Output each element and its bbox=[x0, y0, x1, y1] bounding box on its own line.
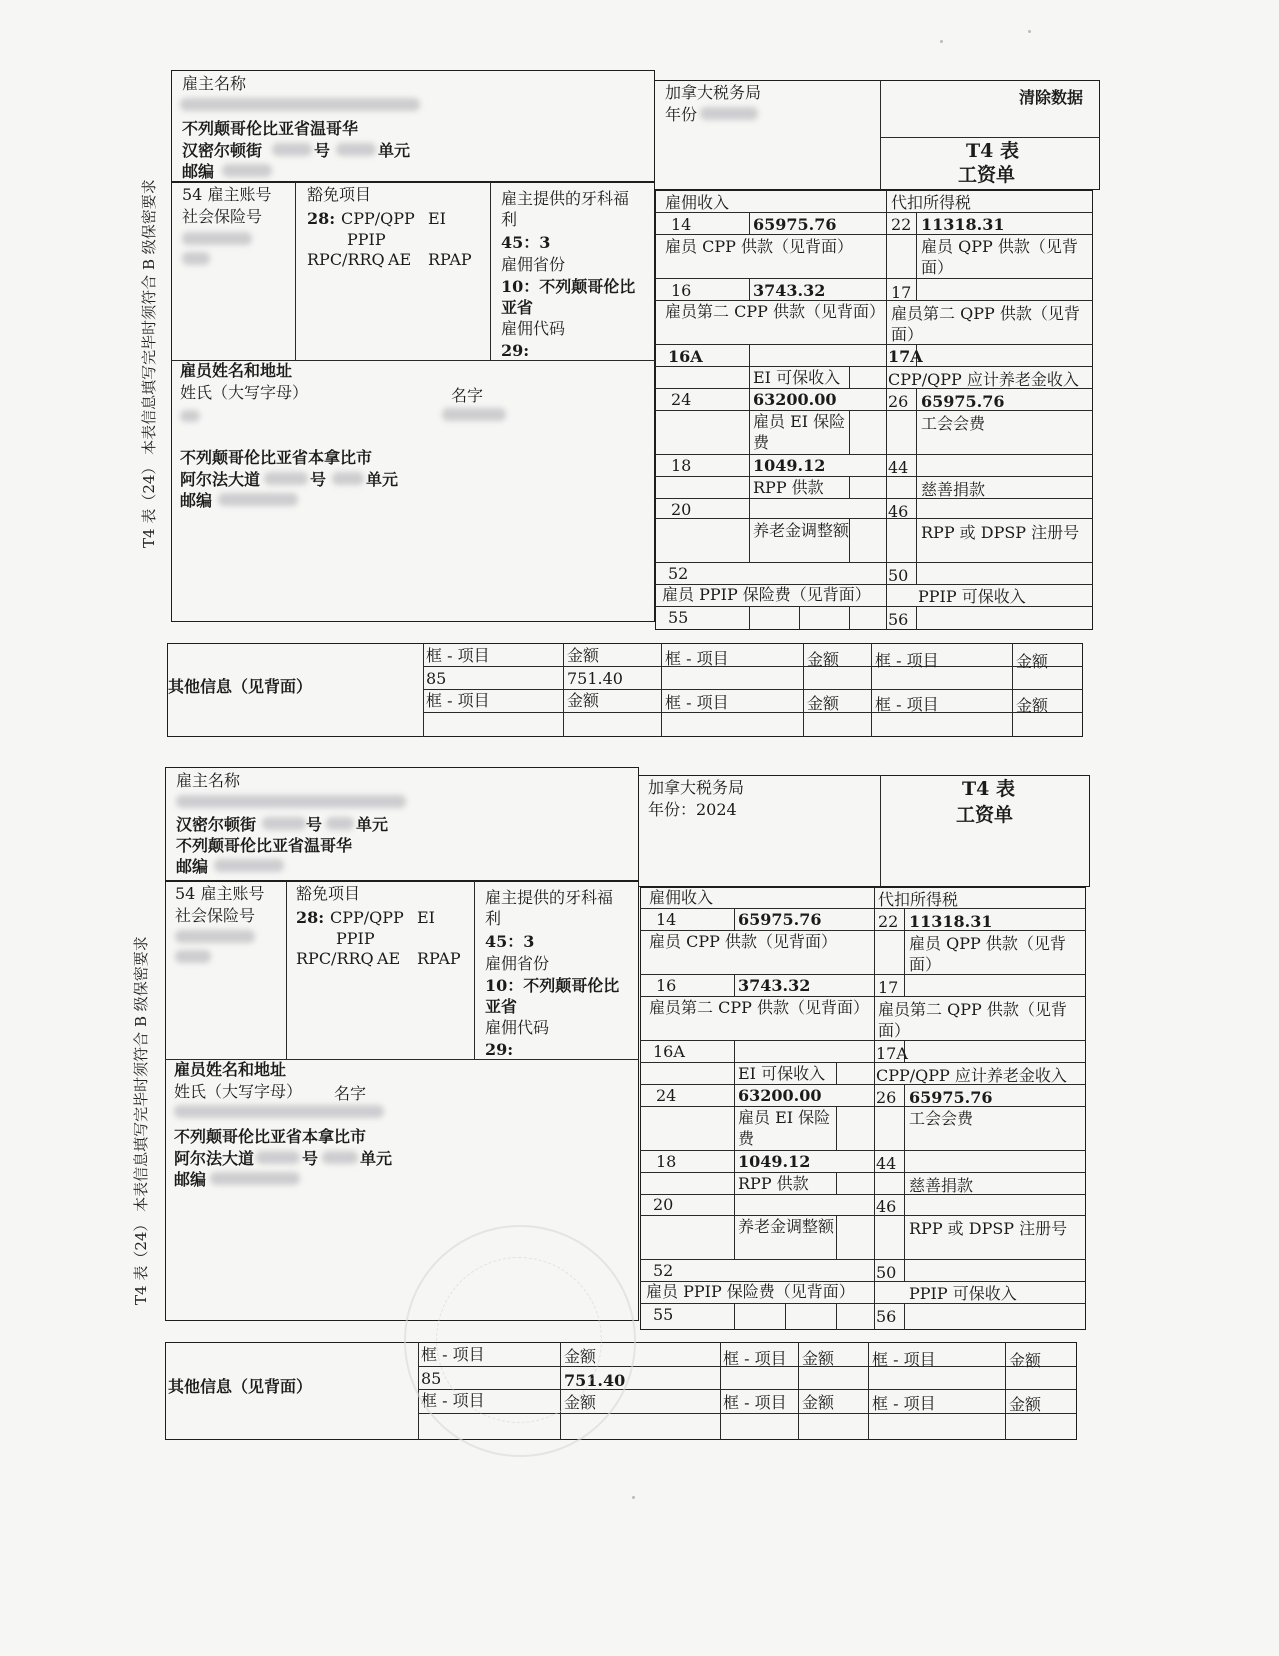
employee-street: 阿尔法大道 bbox=[174, 1149, 255, 1168]
redacted bbox=[175, 950, 211, 963]
charity-label: 慈善捐款 bbox=[921, 480, 986, 499]
pension-adjustment-label: 养老金调整额 bbox=[738, 1217, 835, 1236]
amount-header: 金额 bbox=[802, 1393, 835, 1412]
divider bbox=[640, 1215, 1086, 1216]
qpp2-label: 雇员第二 QPP 供款（见背面） bbox=[878, 1000, 1067, 1040]
cpp-label: 雇员 CPP 供款（见背面） bbox=[649, 932, 837, 951]
divider bbox=[749, 606, 750, 630]
box46: 46 bbox=[876, 1197, 897, 1216]
exempt-ei: EI bbox=[428, 209, 446, 228]
code-label: 雇佣代码 bbox=[501, 319, 566, 338]
divider bbox=[904, 1215, 905, 1281]
redacted bbox=[332, 472, 364, 485]
value-16: 3743.32 bbox=[738, 976, 811, 995]
exempt-cpp: CPP/QPP bbox=[341, 209, 415, 228]
ppip-insurable-label: PPIP 可保收入 bbox=[918, 587, 1026, 606]
exempt-label: 豁免项目 bbox=[307, 185, 372, 204]
divider bbox=[916, 410, 917, 476]
box52: 52 bbox=[668, 564, 689, 583]
pension-label: CPP/QPP 应计养老金收入 bbox=[876, 1066, 1067, 1085]
t4-slip-2 bbox=[0, 735, 1279, 1535]
divider bbox=[640, 1194, 1086, 1195]
redacted bbox=[174, 1105, 384, 1118]
value-24: 63200.00 bbox=[753, 390, 837, 409]
amount-header: 金额 bbox=[1009, 1351, 1042, 1370]
divider bbox=[836, 1172, 837, 1194]
box26: 26 bbox=[876, 1088, 897, 1107]
divider bbox=[916, 388, 917, 410]
divider bbox=[880, 137, 1100, 138]
divider bbox=[803, 643, 804, 737]
box55: 55 bbox=[668, 608, 689, 627]
divider bbox=[785, 1303, 786, 1330]
divider bbox=[871, 643, 872, 737]
cpp2-label: 雇员第二 CPP 供款（见背面） bbox=[665, 302, 885, 321]
given-label: 名字 bbox=[451, 386, 484, 405]
value-14: 65975.76 bbox=[738, 910, 822, 929]
employer-street: 汉密尔顿街 bbox=[176, 815, 257, 834]
union-label: 工会会费 bbox=[909, 1109, 974, 1128]
employer-name-label: 雇主名称 bbox=[176, 771, 241, 790]
divider bbox=[836, 1303, 837, 1330]
form-title: T4 表 bbox=[966, 140, 1019, 162]
employer-name-label: 雇主名称 bbox=[182, 74, 247, 93]
divider bbox=[749, 518, 750, 562]
redacted-year bbox=[700, 107, 758, 120]
value-16: 3743.32 bbox=[753, 281, 826, 300]
divider bbox=[1005, 1342, 1006, 1440]
employee-no: 号 bbox=[310, 470, 327, 489]
ppip-premium-label: 雇员 PPIP 保险费（见背面） bbox=[646, 1282, 855, 1301]
value-26: 65975.76 bbox=[921, 392, 1005, 411]
cpp2-label: 雇员第二 CPP 供款（见背面） bbox=[649, 998, 869, 1017]
divider bbox=[640, 1259, 1086, 1260]
exempt-rpc: RPC/RRQ bbox=[307, 250, 385, 269]
divider bbox=[734, 1106, 735, 1172]
divider bbox=[295, 182, 296, 360]
province-label: 雇佣省份 bbox=[501, 255, 566, 274]
rpp-label: RPP 供款 bbox=[738, 1174, 809, 1193]
amount-header: 金额 bbox=[807, 694, 840, 713]
divider bbox=[1012, 643, 1013, 737]
box56: 56 bbox=[876, 1307, 897, 1326]
divider bbox=[734, 974, 735, 996]
divider bbox=[836, 1106, 837, 1150]
divider bbox=[655, 562, 1093, 563]
divider bbox=[423, 643, 424, 737]
amount-header: 金额 bbox=[567, 691, 600, 710]
given-label: 名字 bbox=[334, 1084, 367, 1103]
amount-header: 金额 bbox=[1009, 1395, 1042, 1414]
code-29: 29: bbox=[485, 1040, 514, 1059]
box16: 16 bbox=[671, 281, 692, 300]
divider bbox=[655, 454, 1093, 455]
box-item-header: 框 - 项目 bbox=[875, 651, 939, 670]
dental-45: 45：3 bbox=[485, 932, 535, 951]
divider bbox=[655, 498, 1093, 499]
income-label: 雇佣收入 bbox=[649, 888, 714, 907]
employer-unit: 单元 bbox=[356, 815, 389, 834]
amount-header: 金额 bbox=[1016, 652, 1049, 671]
employee-unit: 单元 bbox=[360, 1149, 393, 1168]
province-10: 10：不列颠哥伦比亚省 bbox=[485, 976, 620, 1016]
divider bbox=[904, 1172, 905, 1215]
box50: 50 bbox=[888, 566, 909, 585]
value-22: 11318.31 bbox=[909, 912, 993, 931]
value-18: 1049.12 bbox=[738, 1152, 811, 1171]
form-title: T4 表 bbox=[962, 778, 1015, 800]
redacted bbox=[175, 930, 255, 943]
qpp2-label: 雇员第二 QPP 供款（见背面） bbox=[891, 304, 1080, 344]
rpp-label: RPP 供款 bbox=[753, 478, 824, 497]
other-value-85: 751.40 bbox=[564, 1371, 626, 1390]
box44: 44 bbox=[888, 458, 909, 477]
value-22: 11318.31 bbox=[921, 215, 1005, 234]
pension-label: CPP/QPP 应计养老金收入 bbox=[888, 370, 1079, 389]
income-label: 雇佣收入 bbox=[665, 193, 730, 212]
divider bbox=[904, 908, 905, 930]
divider bbox=[655, 212, 1093, 213]
employer-no: 号 bbox=[306, 815, 323, 834]
form-subtitle: 工资单 bbox=[956, 804, 1014, 826]
box46: 46 bbox=[888, 502, 909, 521]
redacted bbox=[442, 408, 506, 421]
exempt-ei: EI bbox=[417, 908, 435, 927]
province-10: 10：不列颠哥伦比亚省 bbox=[501, 277, 636, 317]
divider bbox=[655, 410, 1093, 411]
box44: 44 bbox=[876, 1154, 897, 1173]
box16: 16 bbox=[656, 976, 677, 995]
box-item-header: 框 - 项目 bbox=[426, 691, 490, 710]
exempt-ae: AE bbox=[388, 250, 412, 269]
employee-city: 不列颠哥伦比亚省本拿比市 bbox=[180, 448, 373, 467]
other-info-label: 其他信息（见背面） bbox=[168, 677, 313, 696]
rpp-reg-label: RPP 或 DPSP 注册号 bbox=[921, 523, 1080, 542]
ppip-insurable-label: PPIP 可保收入 bbox=[909, 1284, 1017, 1303]
sin-label: 社会保险号 bbox=[175, 906, 256, 925]
employer-postal: 邮编 bbox=[182, 162, 215, 181]
redacted bbox=[326, 817, 354, 830]
redacted bbox=[182, 252, 210, 265]
sin-label: 社会保险号 bbox=[182, 207, 263, 226]
divider bbox=[640, 974, 1086, 975]
box56: 56 bbox=[888, 610, 909, 629]
divider bbox=[916, 518, 917, 584]
divider bbox=[749, 212, 750, 234]
divider bbox=[734, 1040, 735, 1062]
exempt-rpap: RPAP bbox=[417, 949, 461, 968]
divider bbox=[916, 234, 917, 300]
other-info-label: 其他信息（见背面） bbox=[168, 1377, 313, 1396]
divider bbox=[734, 1215, 735, 1259]
box17: 17 bbox=[891, 283, 912, 302]
year-label: 年份：2024 bbox=[648, 800, 737, 819]
divider bbox=[655, 518, 1093, 519]
value-18: 1049.12 bbox=[753, 456, 826, 475]
amount-header: 金额 bbox=[564, 1393, 597, 1412]
divider bbox=[749, 278, 750, 300]
t4-slip-1 bbox=[0, 0, 1279, 800]
divider bbox=[640, 1150, 1086, 1151]
box-item-header: 框 - 项目 bbox=[872, 1350, 936, 1369]
box-item-header: 框 - 项目 bbox=[665, 649, 729, 668]
employer-no: 号 bbox=[314, 141, 331, 160]
employee-label: 雇员姓名和地址 bbox=[180, 361, 293, 380]
box54-label: 54 雇主账号 bbox=[175, 884, 265, 903]
divider bbox=[734, 1303, 735, 1330]
box-item-header: 框 - 项目 bbox=[665, 693, 729, 712]
divider bbox=[734, 908, 735, 930]
exempt-28: 28: bbox=[307, 209, 336, 228]
exempt-cpp: CPP/QPP bbox=[330, 908, 404, 927]
value-26: 65975.76 bbox=[909, 1088, 993, 1107]
cpp-label: 雇员 CPP 供款（见背面） bbox=[665, 237, 853, 256]
qpp-label: 雇员 QPP 供款（见背面） bbox=[909, 934, 1066, 974]
divider bbox=[423, 666, 1083, 667]
box26: 26 bbox=[888, 392, 909, 411]
divider bbox=[749, 476, 750, 518]
divider bbox=[734, 1172, 735, 1215]
divider bbox=[661, 643, 662, 737]
divider bbox=[749, 366, 750, 410]
box-item-header: 框 - 项目 bbox=[421, 1345, 485, 1364]
employer-city: 不列颠哥伦比亚省温哥华 bbox=[176, 836, 353, 855]
divider bbox=[904, 930, 905, 996]
dental-label: 雇主提供的牙科福利 bbox=[485, 888, 614, 928]
redacted bbox=[264, 472, 308, 485]
notary-seal-inner-icon bbox=[436, 1257, 602, 1423]
employer-street: 汉密尔顿街 bbox=[182, 141, 263, 160]
box20: 20 bbox=[653, 1195, 674, 1214]
box-item-header: 框 - 项目 bbox=[421, 1391, 485, 1410]
scan-speck bbox=[940, 40, 943, 43]
other-code-85: 85 bbox=[426, 669, 447, 688]
redacted bbox=[180, 410, 200, 422]
divider bbox=[849, 476, 850, 498]
divider bbox=[563, 643, 564, 737]
ei-premium-label: 雇员 EI 保险费 bbox=[753, 412, 846, 452]
divider bbox=[880, 775, 881, 887]
divider bbox=[868, 1342, 869, 1440]
divider bbox=[640, 1172, 1086, 1173]
redacted bbox=[182, 232, 252, 245]
redacted bbox=[214, 859, 284, 872]
exempt-rpc: RPC/RRQ bbox=[296, 949, 374, 968]
box17: 17 bbox=[878, 978, 899, 997]
employer-unit: 单元 bbox=[378, 141, 411, 160]
divider bbox=[474, 881, 475, 1059]
box17a: 17A bbox=[876, 1044, 908, 1063]
exempt-label: 豁免项目 bbox=[296, 884, 361, 903]
divider bbox=[655, 388, 1093, 389]
divider bbox=[904, 1106, 905, 1172]
box-item-header: 框 - 项目 bbox=[875, 695, 939, 714]
box14: 14 bbox=[656, 910, 677, 929]
divider bbox=[916, 606, 917, 630]
form-subtitle: 工资单 bbox=[958, 164, 1016, 186]
divider bbox=[640, 1084, 1086, 1085]
employer-postal: 邮编 bbox=[176, 857, 209, 876]
box16a: 16A bbox=[653, 1042, 685, 1061]
scan-speck bbox=[1028, 30, 1031, 33]
exempt-rpap: RPAP bbox=[428, 250, 472, 269]
amount-header: 金额 bbox=[1016, 696, 1049, 715]
divider bbox=[655, 278, 1093, 279]
code-29: 29: bbox=[501, 341, 530, 360]
redacted bbox=[256, 1151, 300, 1164]
divider bbox=[640, 908, 1086, 909]
divider bbox=[655, 344, 1093, 345]
code-label: 雇佣代码 bbox=[485, 1018, 550, 1037]
divider bbox=[880, 80, 881, 190]
divider bbox=[798, 1342, 799, 1440]
divider bbox=[423, 689, 1083, 690]
box55: 55 bbox=[653, 1305, 674, 1324]
side-text: T4 表（24） 本表信息填写完毕时须符合 B 级保密要求 bbox=[132, 936, 150, 1305]
divider bbox=[640, 1106, 1086, 1107]
employee-postal: 邮编 bbox=[174, 1170, 207, 1189]
box24: 24 bbox=[671, 390, 692, 409]
cra-label: 加拿大税务局 bbox=[665, 83, 762, 102]
redacted bbox=[272, 143, 312, 156]
divider bbox=[904, 1084, 905, 1106]
ppip-premium-label: 雇员 PPIP 保险费（见背面） bbox=[662, 585, 871, 604]
charity-label: 慈善捐款 bbox=[909, 1176, 974, 1195]
divider bbox=[490, 182, 491, 360]
exempt-ppip: PPIP bbox=[336, 929, 375, 948]
redacted bbox=[336, 143, 376, 156]
box-item-header: 框 - 项目 bbox=[872, 1394, 936, 1413]
divider bbox=[423, 712, 1083, 713]
divider bbox=[734, 1062, 735, 1106]
divider bbox=[874, 887, 875, 1330]
box-item-header: 框 - 项目 bbox=[723, 1349, 787, 1368]
dental-label: 雇主提供的牙科福利 bbox=[501, 189, 630, 229]
value-14: 65975.76 bbox=[753, 215, 837, 234]
amount-header: 金额 bbox=[802, 1349, 835, 1368]
box52: 52 bbox=[653, 1261, 674, 1280]
divider bbox=[655, 366, 1093, 367]
divider bbox=[916, 212, 917, 234]
divider bbox=[749, 410, 750, 476]
qpp-label: 雇员 QPP 供款（见背面） bbox=[921, 237, 1078, 277]
surname-label: 姓氏（大写字母） bbox=[180, 383, 309, 402]
redacted-employer bbox=[180, 98, 420, 111]
pension-adjustment-label: 养老金调整额 bbox=[753, 521, 850, 540]
box-item-header: 框 - 项目 bbox=[723, 1393, 787, 1412]
divider bbox=[640, 1062, 1086, 1063]
box24: 24 bbox=[656, 1086, 677, 1105]
surname-label: 姓氏（大写字母） bbox=[174, 1082, 303, 1101]
box-item-header: 框 - 项目 bbox=[426, 646, 490, 665]
employee-postal: 邮编 bbox=[180, 491, 213, 510]
scan-speck bbox=[632, 1496, 635, 1499]
box54-label: 54 雇主账号 bbox=[182, 185, 272, 204]
box14: 14 bbox=[671, 215, 692, 234]
rpp-reg-label: RPP 或 DPSP 注册号 bbox=[909, 1219, 1068, 1238]
province-label: 雇佣省份 bbox=[485, 954, 550, 973]
box22: 22 bbox=[891, 215, 912, 234]
ei-insurable-label: EI 可保收入 bbox=[738, 1064, 826, 1083]
box16a: 16A bbox=[668, 347, 703, 366]
divider bbox=[799, 606, 800, 630]
tax-label: 代扣所得税 bbox=[878, 890, 959, 909]
divider bbox=[836, 1215, 837, 1259]
box18: 18 bbox=[671, 456, 692, 475]
redacted bbox=[262, 817, 306, 830]
amount-header: 金额 bbox=[564, 1347, 597, 1366]
exempt-ae: AE bbox=[377, 949, 401, 968]
employer-city: 不列颠哥伦比亚省温哥华 bbox=[182, 119, 359, 138]
divider bbox=[916, 476, 917, 518]
divider bbox=[849, 518, 850, 562]
year-label: 年份 bbox=[665, 105, 698, 124]
exempt-ppip: PPIP bbox=[347, 230, 386, 249]
divider bbox=[849, 366, 850, 388]
exempt-28: 28: bbox=[296, 908, 325, 927]
divider bbox=[904, 1303, 905, 1330]
value-24: 63200.00 bbox=[738, 1086, 822, 1105]
amount-header: 金额 bbox=[807, 650, 840, 669]
employee-city: 不列颠哥伦比亚省本拿比市 bbox=[174, 1127, 367, 1146]
divider bbox=[640, 1040, 1086, 1041]
side-text: T4 表（24） 本表信息填写完毕时须符合 B 级保密要求 bbox=[140, 179, 158, 548]
divider bbox=[655, 234, 1093, 235]
divider bbox=[749, 344, 750, 366]
divider bbox=[836, 1062, 837, 1084]
employee-no: 号 bbox=[302, 1149, 319, 1168]
amount-header: 金额 bbox=[567, 646, 600, 665]
box22: 22 bbox=[878, 912, 899, 931]
divider bbox=[849, 410, 850, 454]
redacted-employer bbox=[176, 795, 406, 808]
cra-label: 加拿大税务局 bbox=[648, 778, 745, 797]
box17a: 17A bbox=[888, 347, 923, 366]
box20: 20 bbox=[671, 500, 692, 519]
redacted bbox=[322, 1151, 358, 1164]
divider bbox=[655, 476, 1093, 477]
ei-premium-label: 雇员 EI 保险费 bbox=[738, 1108, 831, 1148]
union-label: 工会会费 bbox=[921, 414, 986, 433]
employee-unit: 单元 bbox=[366, 470, 399, 489]
divider bbox=[849, 606, 850, 630]
redacted bbox=[210, 1172, 300, 1185]
box50: 50 bbox=[876, 1263, 897, 1282]
ei-insurable-label: EI 可保收入 bbox=[753, 368, 841, 387]
dental-45: 45：3 bbox=[501, 233, 551, 252]
employee-street: 阿尔法大道 bbox=[180, 470, 261, 489]
tax-label: 代扣所得税 bbox=[891, 193, 972, 212]
clear-data-button[interactable]: 清除数据 bbox=[1019, 88, 1084, 107]
divider bbox=[655, 606, 1093, 607]
employee-label: 雇员姓名和地址 bbox=[174, 1060, 287, 1079]
box18: 18 bbox=[656, 1152, 677, 1171]
divider bbox=[720, 1342, 721, 1440]
other-value-85: 751.40 bbox=[567, 669, 623, 688]
redacted bbox=[222, 164, 272, 177]
other-code-85: 85 bbox=[421, 1369, 442, 1388]
divider bbox=[640, 1303, 1086, 1304]
redacted bbox=[218, 493, 298, 506]
divider bbox=[286, 881, 287, 1059]
